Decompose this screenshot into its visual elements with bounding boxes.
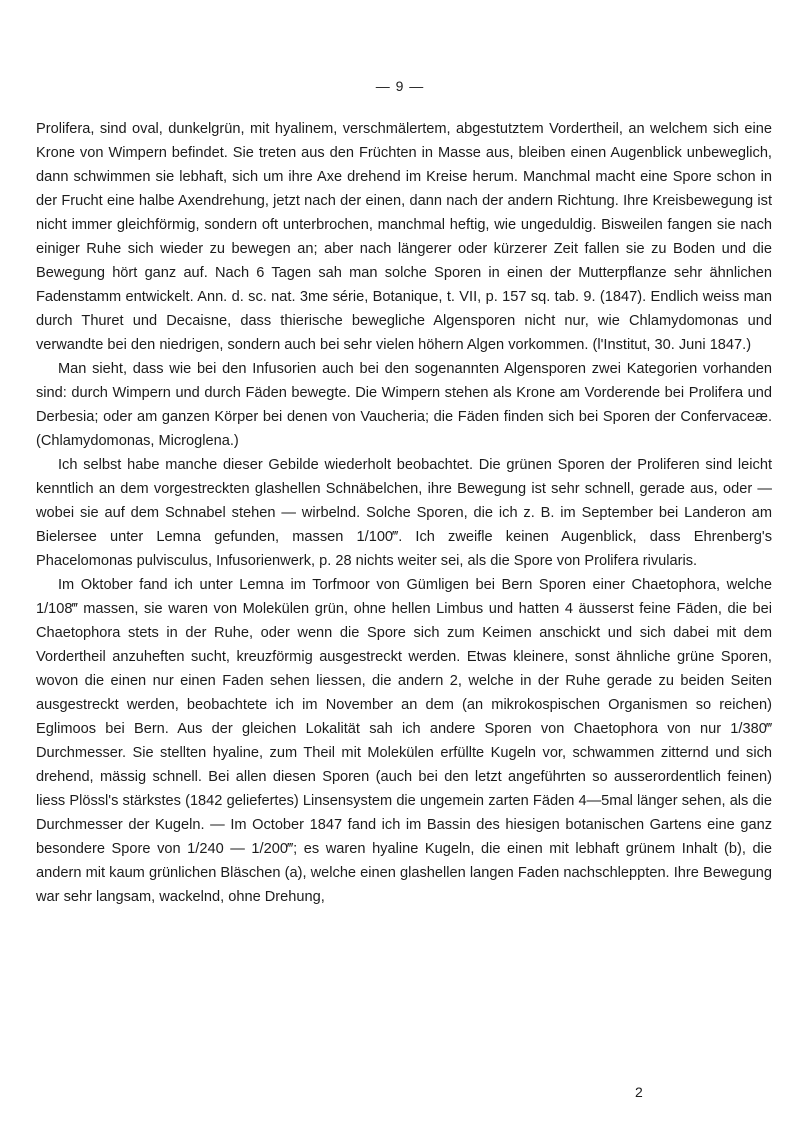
paragraph-1: Prolifera, sind oval, dunkelgrün, mit hyalinem, verschmälertem, abgestutztem Vordertheil, an welchem sich eine Krone von Wimpern befindet. Sie treten aus den Früchten in Masse aus, bleiben einen Augenblick unbeweglich, dann schwimmen sie lebhaft, sich um ihre Axe drehend im Kreise herum. Manchmal macht eine Spore schon in der Frucht eine halbe Axendrehung, jetzt nach der einen, dann nach der andern Richtung. Ihre Kreisbewegung ist nicht immer gleichförmig, sondern oft unterbrochen, manchmal heftig, wie ungeduldig. Bisweilen fangen sie nach einiger Ruhe sich wieder zu bewegen an; aber nach längerer oder kürzerer Zeit fallen sie zu Boden und die Bewegung hört ganz auf. Nach 6 Tagen sah man solche Sporen in einen der Mutterpflanze sehr ähnlichen Fadenstamm entwickelt. Ann. d. sc. nat. 3me série, Botanique, t. VII, p. 157 sq. tab. 9. (1847). Endlich weiss man durch Thuret und Decaisne, dass thierische bewegliche Algensporen nicht nur, wie Chlamydomonas und verwandte bei den niedrigen, sondern auch bei sehr vielen höhern Algen vorkommen. (l'Institut, 30. Juni 1847.) [36,121,772,353]
paragraph-2: Man sieht, dass wie bei den Infusorien auch bei den sogenannten Algensporen zwei Kategorien vorhanden sind: durch Wimpern und durch Fäden bewegte. Die Wimpern stehen als Krone am Vorderende bei Prolifera und Derbesia; oder am ganzen Körper bei denen von Vaucheria; die Fäden finden sich bei Sporen der Confervaceæ. (Chlamydomonas, Microglena.) [36,361,772,449]
signature-mark: 2 [635,1084,643,1100]
paragraph-3: Ich selbst habe manche dieser Gebilde wiederholt beobachtet. Die grünen Sporen der Proliferen sind leicht kenntlich an dem vorgestreckten glashellen Schnäbelchen, ihre Bewegung ist sehr schnell, gerade aus, oder — wobei sie auf dem Schnabel stehen — wirbelnd. Solche Sporen, die ich z. B. im September bei Landeron am Bielersee unter Lemna gefunden, massen 1/100‴. Ich zweifle keinen Augenblick, dass Ehrenberg's Phacelomonas pulvisculus, Infusorienwerk, p. 28 nichts weiter sei, als die Spore von Prolifera rivularis. [36,457,772,569]
page-header: — 9 — [375,78,425,94]
body-text [36,117,772,909]
paragraph-4: Im Oktober fand ich unter Lemna im Torfmoor von Gümligen bei Bern Sporen einer Chaetophora, welche 1/108‴ massen, sie waren von Molekülen grün, ohne hellen Limbus und hatten 4 äusserst feine Fäden, die bei Chaetophora stets in der Ruhe, oder wenn die Spore sich zum Keimen anschickt und sich dabei mit dem Vordertheil anzuheften sucht, kreuzförmig ausgestreckt werden. Etwas kleinere, sonst ähnliche grüne Sporen, wovon die einen nur einen Faden sehen liessen, die andern 2, welche in der Ruhe gerade zu beiden Seiten ausgestreckt werden, beobachtete ich im November an dem (an mikrokospischen Organismen so reichen) Eglimoos bei Bern. Aus der gleichen Lokalität sah ich andere Sporen von Chaetophora von nur 1/380‴ Durchmesser. Sie stellten hyaline, zum Theil mit Molekülen erfüllte Kugeln vor, schwammen zitternd und sich drehend, mässig schnell. Bei allen diesen Sporen (auch bei den letzt angeführten so ausserordentlich feinen) liess Plössl's stärkstes (1842 geliefertes) Linsensystem die ungemein zarten Fäden 4—5mal länger sehen, als die Durchmesser der Kugeln. — Im October 1847 fand ich im Bassin des hiesigen botanischen Gartens eine ganz besondere Spore von 1/240 — 1/200‴; es waren hyaline Kugeln, die einen mit lebhaft grünem Inhalt (b), die andern mit kaum grünlichen Bläschen (a), welche einen glashellen langen Faden nachschleppten. Ihre Bewegung war sehr langsam, wackelnd, ohne Drehung, [36,577,772,905]
